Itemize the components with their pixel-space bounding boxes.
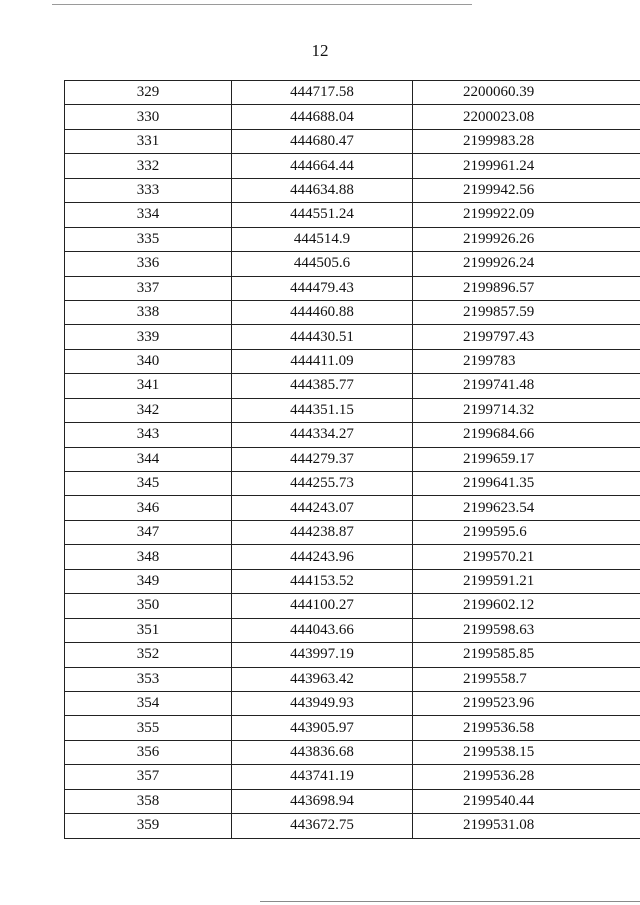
y-coordinate-cell: 2199783	[413, 349, 640, 373]
point-number-cell: 336	[65, 252, 232, 276]
point-number-cell: 332	[65, 154, 232, 178]
coordinates-table	[64, 80, 640, 839]
y-coordinate-cell: 2200060.39	[413, 81, 640, 105]
point-number-cell: 349	[65, 569, 232, 593]
table-row	[65, 81, 640, 105]
y-coordinate-cell: 2199926.24	[413, 252, 640, 276]
x-coordinate-cell: 444688.04	[232, 105, 413, 129]
point-number-cell: 350	[65, 594, 232, 618]
x-coordinate-cell: 443672.75	[232, 814, 413, 838]
y-coordinate-cell: 2199926.26	[413, 227, 640, 251]
table-row	[65, 496, 640, 520]
y-coordinate-cell: 2199983.28	[413, 129, 640, 153]
y-coordinate-cell: 2199623.54	[413, 496, 640, 520]
point-number-cell: 347	[65, 520, 232, 544]
table-row	[65, 154, 640, 178]
x-coordinate-cell: 444717.58	[232, 81, 413, 105]
y-coordinate-cell: 2199570.21	[413, 545, 640, 569]
x-coordinate-cell: 443836.68	[232, 740, 413, 764]
x-coordinate-cell: 444385.77	[232, 374, 413, 398]
y-coordinate-cell: 2199641.35	[413, 472, 640, 496]
y-coordinate-cell: 2199538.15	[413, 740, 640, 764]
table-row	[65, 227, 640, 251]
y-coordinate-cell: 2199714.32	[413, 398, 640, 422]
x-coordinate-cell: 444514.9	[232, 227, 413, 251]
x-coordinate-cell: 444238.87	[232, 520, 413, 544]
x-coordinate-cell: 443963.42	[232, 667, 413, 691]
scan-edge-line-bottom	[260, 901, 640, 902]
x-coordinate-cell: 444411.09	[232, 349, 413, 373]
table-row	[65, 643, 640, 667]
y-coordinate-cell: 2199602.12	[413, 594, 640, 618]
point-number-cell: 334	[65, 203, 232, 227]
y-coordinate-cell: 2199585.85	[413, 643, 640, 667]
scan-edge-line-top	[52, 4, 472, 5]
table-row	[65, 129, 640, 153]
y-coordinate-cell: 2199540.44	[413, 789, 640, 813]
point-number-cell: 356	[65, 740, 232, 764]
table-row	[65, 349, 640, 373]
point-number-cell: 357	[65, 765, 232, 789]
x-coordinate-cell: 443997.19	[232, 643, 413, 667]
y-coordinate-cell: 2199857.59	[413, 300, 640, 324]
y-coordinate-cell: 2199558.7	[413, 667, 640, 691]
point-number-cell: 330	[65, 105, 232, 129]
point-number-cell: 335	[65, 227, 232, 251]
x-coordinate-cell: 444255.73	[232, 472, 413, 496]
table-row	[65, 178, 640, 202]
table-row	[65, 252, 640, 276]
point-number-cell: 359	[65, 814, 232, 838]
coordinates-table-body	[65, 81, 640, 839]
x-coordinate-cell: 444351.15	[232, 398, 413, 422]
point-number-cell: 342	[65, 398, 232, 422]
table-row	[65, 276, 640, 300]
x-coordinate-cell: 444100.27	[232, 594, 413, 618]
table-row	[65, 789, 640, 813]
table-row	[65, 594, 640, 618]
x-coordinate-cell: 443949.93	[232, 691, 413, 715]
x-coordinate-cell: 444664.44	[232, 154, 413, 178]
point-number-cell: 329	[65, 81, 232, 105]
point-number-cell: 358	[65, 789, 232, 813]
y-coordinate-cell: 2199942.56	[413, 178, 640, 202]
table-row	[65, 545, 640, 569]
y-coordinate-cell: 2199536.28	[413, 765, 640, 789]
table-row	[65, 472, 640, 496]
table-row	[65, 447, 640, 471]
point-number-cell: 352	[65, 643, 232, 667]
y-coordinate-cell: 2199797.43	[413, 325, 640, 349]
table-row	[65, 740, 640, 764]
point-number-cell: 341	[65, 374, 232, 398]
table-row	[65, 814, 640, 838]
x-coordinate-cell: 444680.47	[232, 129, 413, 153]
table-row	[65, 325, 640, 349]
table-row	[65, 765, 640, 789]
y-coordinate-cell: 2200023.08	[413, 105, 640, 129]
x-coordinate-cell: 444551.24	[232, 203, 413, 227]
x-coordinate-cell: 444279.37	[232, 447, 413, 471]
x-coordinate-cell: 443698.94	[232, 789, 413, 813]
point-number-cell: 333	[65, 178, 232, 202]
table-row	[65, 569, 640, 593]
x-coordinate-cell: 444153.52	[232, 569, 413, 593]
point-number-cell: 339	[65, 325, 232, 349]
table-row	[65, 300, 640, 324]
y-coordinate-cell: 2199591.21	[413, 569, 640, 593]
x-coordinate-cell: 444430.51	[232, 325, 413, 349]
x-coordinate-cell: 444634.88	[232, 178, 413, 202]
y-coordinate-cell: 2199922.09	[413, 203, 640, 227]
x-coordinate-cell: 444243.96	[232, 545, 413, 569]
y-coordinate-cell: 2199896.57	[413, 276, 640, 300]
table-row	[65, 691, 640, 715]
y-coordinate-cell: 2199595.6	[413, 520, 640, 544]
x-coordinate-cell: 443905.97	[232, 716, 413, 740]
point-number-cell: 354	[65, 691, 232, 715]
point-number-cell: 355	[65, 716, 232, 740]
x-coordinate-cell: 444334.27	[232, 423, 413, 447]
x-coordinate-cell: 443741.19	[232, 765, 413, 789]
point-number-cell: 340	[65, 349, 232, 373]
x-coordinate-cell: 444460.88	[232, 300, 413, 324]
y-coordinate-cell: 2199684.66	[413, 423, 640, 447]
point-number-cell: 344	[65, 447, 232, 471]
table-row	[65, 203, 640, 227]
point-number-cell: 337	[65, 276, 232, 300]
y-coordinate-cell: 2199523.96	[413, 691, 640, 715]
table-row	[65, 105, 640, 129]
point-number-cell: 338	[65, 300, 232, 324]
table-row	[65, 374, 640, 398]
point-number-cell: 351	[65, 618, 232, 642]
x-coordinate-cell: 444043.66	[232, 618, 413, 642]
y-coordinate-cell: 2199659.17	[413, 447, 640, 471]
table-row	[65, 520, 640, 544]
y-coordinate-cell: 2199741.48	[413, 374, 640, 398]
table-row	[65, 618, 640, 642]
table-row	[65, 667, 640, 691]
x-coordinate-cell: 444479.43	[232, 276, 413, 300]
point-number-cell: 346	[65, 496, 232, 520]
table-row	[65, 423, 640, 447]
point-number-cell: 331	[65, 129, 232, 153]
x-coordinate-cell: 444505.6	[232, 252, 413, 276]
table-row	[65, 716, 640, 740]
x-coordinate-cell: 444243.07	[232, 496, 413, 520]
point-number-cell: 343	[65, 423, 232, 447]
y-coordinate-cell: 2199598.63	[413, 618, 640, 642]
y-coordinate-cell: 2199961.24	[413, 154, 640, 178]
point-number-cell: 345	[65, 472, 232, 496]
y-coordinate-cell: 2199536.58	[413, 716, 640, 740]
point-number-cell: 353	[65, 667, 232, 691]
page-number: 12	[311, 41, 329, 60]
table-row	[65, 398, 640, 422]
point-number-cell: 348	[65, 545, 232, 569]
y-coordinate-cell: 2199531.08	[413, 814, 640, 838]
